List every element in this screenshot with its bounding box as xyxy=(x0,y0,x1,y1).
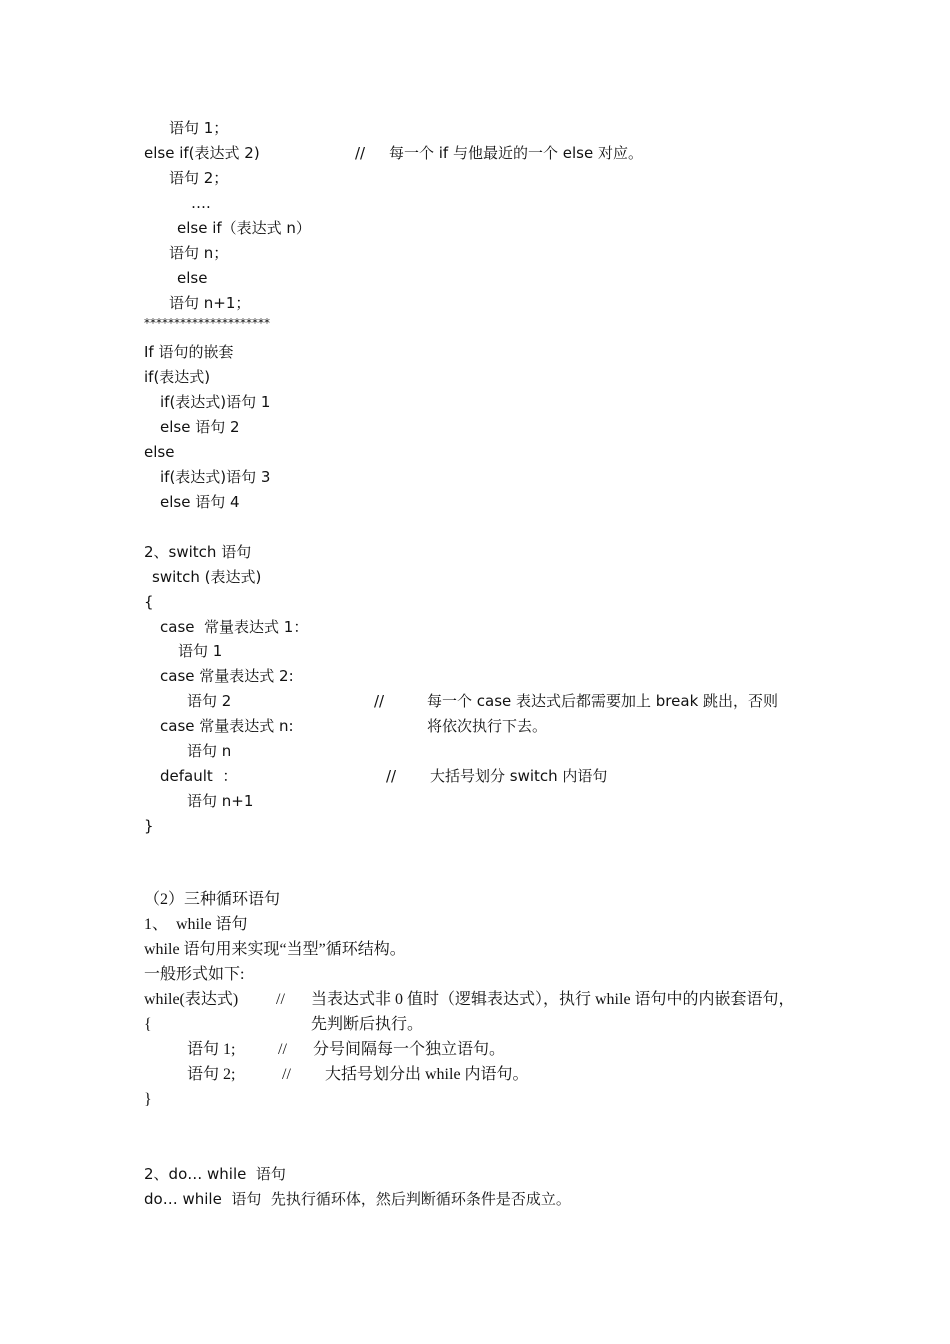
separator-line: ********************* xyxy=(144,316,270,330)
comment-text: 大括号划分 switch 内语句 xyxy=(430,767,608,785)
comment-text: 当表达式非 0 值时（逻辑表达式），执行 while 语句中的内嵌套语句， xyxy=(311,991,795,1008)
text-line: if(表达式)语句 1 xyxy=(160,393,271,411)
text-line: } xyxy=(144,1091,152,1108)
text-line: …. xyxy=(191,194,211,212)
text-line: case 常量表达式 1： xyxy=(160,618,309,636)
section-heading: （2）三种循环语句 xyxy=(144,891,281,908)
text-line: else xyxy=(144,443,175,461)
text-line: 语句 n； xyxy=(169,244,229,262)
text-line: else if(表达式 2) xyxy=(144,144,260,162)
text-line: case 常量表达式 n: xyxy=(160,717,294,735)
text-line: 语句 2； xyxy=(169,169,229,187)
text-line: 语句 1 xyxy=(178,642,223,660)
text-line: 语句 n+1； xyxy=(169,294,251,312)
text-line: 一般形式如下: xyxy=(144,966,245,983)
text-line: if(表达式)语句 3 xyxy=(160,468,271,486)
comment-text: 将依次执行下去。 xyxy=(427,717,548,735)
text-line: 语句 1; xyxy=(187,1041,236,1058)
text-line: { xyxy=(144,593,154,611)
comment-text: 每一个 case 表达式后都需要加上 break 跳出，否则 xyxy=(427,692,779,710)
text-line: 语句 2 xyxy=(187,692,232,710)
text-line: case 常量表达式 2: xyxy=(160,667,294,685)
comment-marker: // xyxy=(374,692,385,710)
text-line: if(表达式) xyxy=(144,368,211,386)
section-heading: If 语句的嵌套 xyxy=(144,343,234,361)
comment-marker: // xyxy=(276,991,285,1008)
text-line: 语句 2; xyxy=(187,1066,236,1083)
text-line: 语句 n xyxy=(187,742,232,760)
section-heading: 1、 while 语句 xyxy=(144,916,248,933)
text-line: do… while 语句 先执行循环体，然后判断循环条件是否成立。 xyxy=(144,1190,571,1208)
text-line: else 语句 2 xyxy=(160,418,240,436)
comment-text: 分号间隔每一个独立语句。 xyxy=(313,1041,506,1058)
comment-text: 每一个 if 与他最近的一个 else 对应。 xyxy=(389,144,643,162)
section-heading: 2、do… while 语句 xyxy=(144,1165,286,1183)
comment-marker: // xyxy=(355,144,366,162)
text-line: while 语句用来实现“当型”循环结构。 xyxy=(144,941,406,958)
text-line: } xyxy=(144,817,154,835)
comment-marker: // xyxy=(282,1066,291,1083)
section-heading: 2、switch 语句 xyxy=(144,543,252,561)
comment-text: 大括号划分出 while 内语句。 xyxy=(325,1066,529,1083)
text-line: else 语句 4 xyxy=(160,493,240,511)
text-line: { xyxy=(144,1016,152,1033)
comment-marker: // xyxy=(278,1041,287,1058)
text-line: else if（表达式 n） xyxy=(177,219,311,237)
text-line: switch (表达式) xyxy=(152,568,262,586)
text-line: default ： xyxy=(160,767,238,785)
comment-text: 先判断后执行。 xyxy=(311,1016,424,1033)
text-line: else xyxy=(177,269,208,287)
comment-marker: // xyxy=(386,767,397,785)
text-line: 语句 1； xyxy=(169,119,229,137)
text-line: while(表达式) xyxy=(144,991,239,1008)
text-line: 语句 n+1 xyxy=(187,792,254,810)
